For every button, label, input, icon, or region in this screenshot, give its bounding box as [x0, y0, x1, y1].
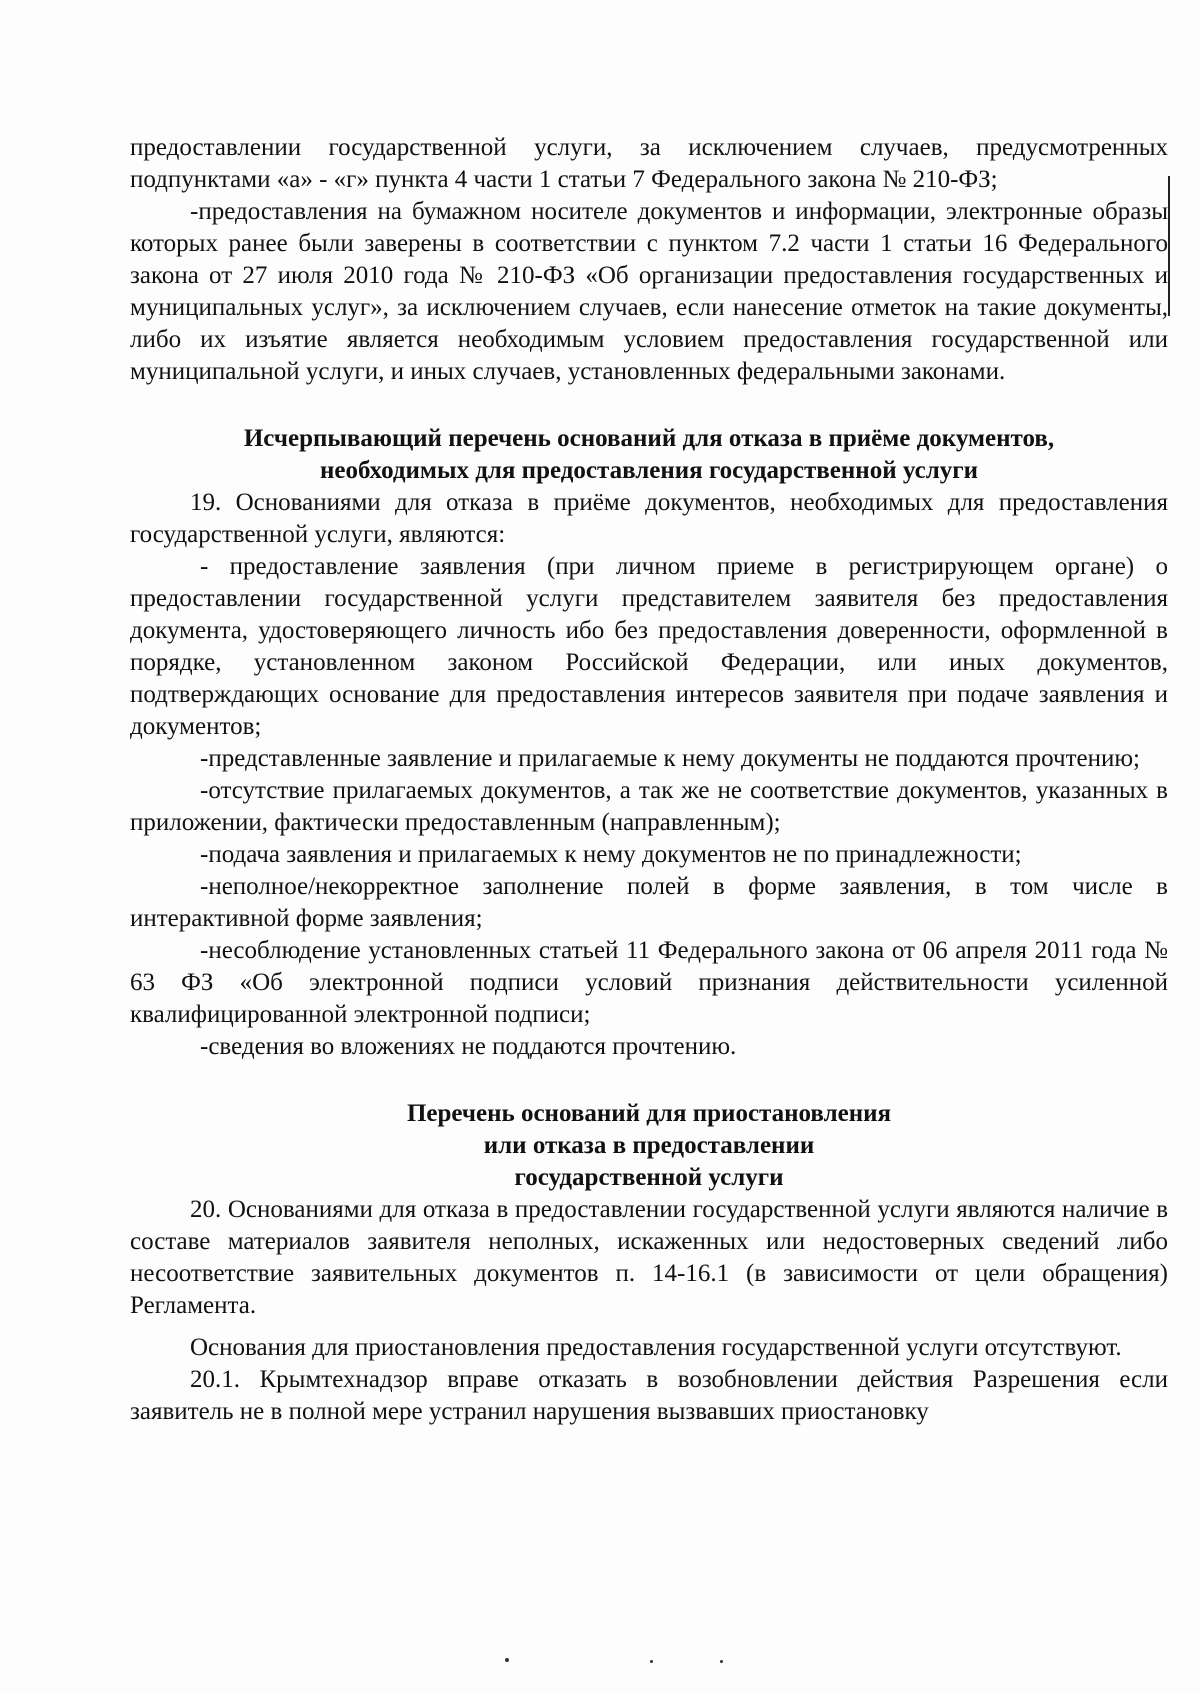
intro-paragraph-1: предоставлении государственной услуги, за исключением случаев, предусмотренных подпунктами «а» - «г» пункта 4 части 1 статьи 7 Федерального закона № 210-ФЗ;: [130, 134, 1168, 193]
section1-heading-line2: необходимых для предоставления государственной услуги: [320, 457, 978, 484]
section2-heading-line1: Перечень оснований для приостановления: [406, 1100, 892, 1127]
paragraph-19: 19. Основаниями для отказа в приёме документов, необходимых для предоставления государственной услуги, являются:: [130, 489, 1168, 548]
section2-heading-line3: государственной услуги: [514, 1164, 784, 1191]
scan-speck: [720, 1660, 723, 1663]
section2-heading-line2: или отказа в предоставлении: [483, 1132, 815, 1159]
scan-speck: [650, 1660, 653, 1663]
paragraph-20-continued: Основания для приостановления предоставления государственной услуги отсутствуют.: [190, 1334, 1122, 1361]
list-item: -отсутствие прилагаемых документов, а так же не соответствие документов, указанных в приложении, фактически предоставленным (направленным);: [130, 777, 1168, 836]
document-body: [130, 132, 1168, 1428]
list-item: -представленные заявление и прилагаемые к нему документы не поддаются прочтению;: [200, 745, 1140, 772]
section1-heading-line1: Исчерпывающий перечень оснований для отказа в приёме документов,: [243, 425, 1055, 452]
paragraph-20-1: 20.1. Крымтехнадзор вправе отказать в возобновлении действия Разрешения если заявитель не в полной мере устранил нарушения вызвавших приостановку: [130, 1366, 1168, 1425]
list-item: -сведения во вложениях не поддаются прочтению.: [200, 1033, 737, 1060]
spacer: [130, 1322, 1168, 1332]
list-item: -подача заявления и прилагаемых к нему документов не по принадлежности;: [200, 841, 1022, 868]
spacer: [130, 1063, 1168, 1098]
scan-speck: [505, 1658, 509, 1662]
margin-scan-line: [1168, 176, 1170, 316]
list-item: -несоблюдение установленных статьей 11 Федерального закона от 06 апреля 2011 года № 63 ФЗ «Об электронной подписи условий признания действительности усиленной квалифицированной электронной подписи;: [130, 937, 1168, 1028]
spacer: [130, 388, 1168, 423]
list-item: - предоставление заявления (при личном приеме в регистрирующем органе) о предоставлении государственной услуги представителем заявителя без предоставления документа, удостоверяющего личность ибо без предоставления доверенности, оформленной в порядке, установленном законом Российской Федерации, или иных документов, подтверждающих основание для предоставления интересов заявителя при подаче заявления и документов;: [130, 553, 1168, 740]
intro-paragraph-2: -предоставления на бумажном носителе документов и информации, электронные образы которых ранее были заверены в соответствии с пунктом 7.2 части 1 статьи 16 Федерального закона от 27 июля 2010 года № 210-ФЗ «Об организации предоставления государственных и муниципальных услуг», за исключением случаев, если нанесение отметок на такие документы, либо их изъятие является необходимым условием предоставления государственной или муниципальной услуги, и иных случаев, установленных федеральными законами.: [130, 198, 1168, 385]
list-item: -неполное/некорректное заполнение полей в форме заявления, в том числе в интерактивной форме заявления;: [130, 873, 1168, 932]
paragraph-20: 20. Основаниями для отказа в предоставлении государственной услуги являются наличие в составе материалов заявителя неполных, искаженных или недостоверных сведений либо несоответствие заявительных документов п. 14-16.1 (в зависимости от цели обращения) Регламента.: [130, 1196, 1168, 1319]
